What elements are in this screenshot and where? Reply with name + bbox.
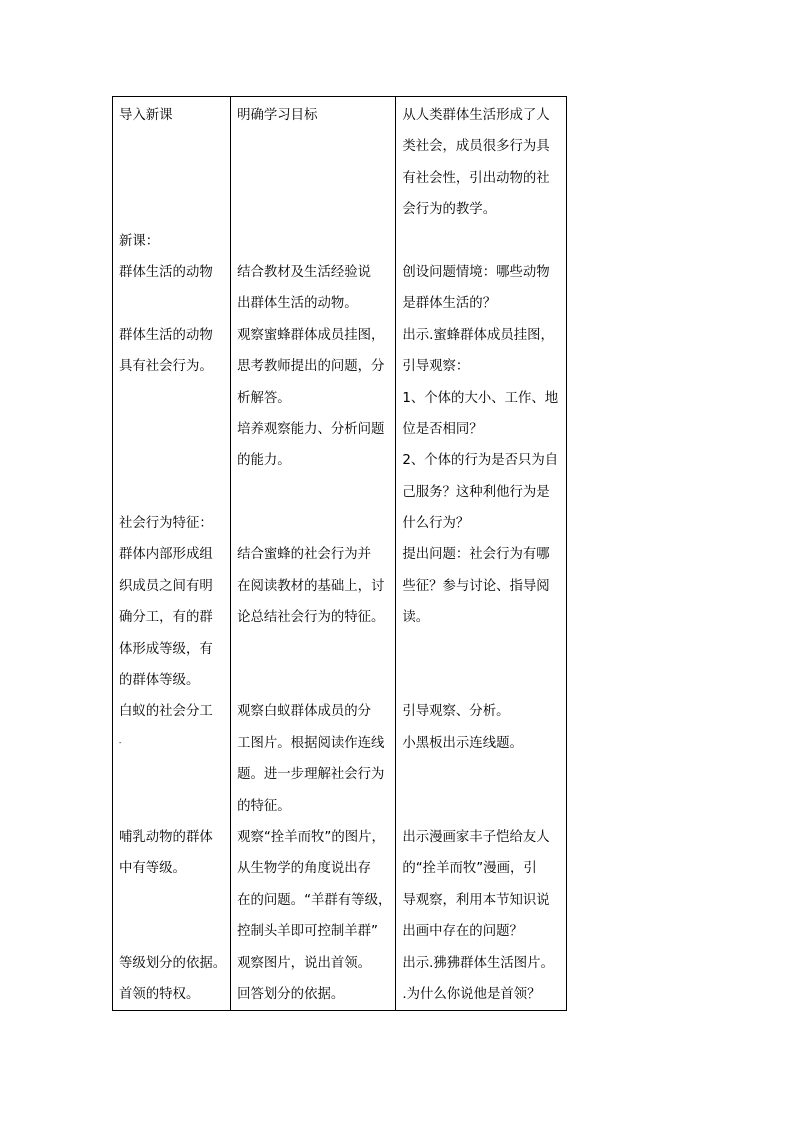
text-line xyxy=(119,131,226,162)
text-line xyxy=(119,194,226,225)
text-line: 1、个体的大小、工作、地 xyxy=(402,390,559,406)
text-line: 培养观察能力、分析问题 xyxy=(237,421,385,437)
text-line: 在阅读教材的基础上，讨 xyxy=(237,578,385,594)
text-line: 有社会性，引出动物的社 xyxy=(402,170,550,186)
content-column-cell xyxy=(113,97,231,1011)
text-line: 哺乳动物的群体 xyxy=(119,829,213,845)
text-line xyxy=(119,383,226,414)
text-line xyxy=(402,791,562,822)
text-line: 工图片。根据阅读作连线 xyxy=(237,735,385,751)
text-line: 的特征。 xyxy=(237,798,291,814)
text-line: 什么行为？ xyxy=(402,516,470,532)
text-line xyxy=(237,508,391,539)
content-column xyxy=(113,97,230,1010)
text-line: 社会行为特征： xyxy=(119,516,213,532)
text-line: 出画中存在的问题？ xyxy=(402,924,523,940)
text-line: 出示.狒狒群体生活图片。 xyxy=(402,955,554,971)
text-line: 体形成等级，有 xyxy=(119,641,213,657)
text-line xyxy=(119,916,226,947)
text-line: .为什么你说他是首领？ xyxy=(402,986,541,1002)
text-line: 出示.蜜蜂群体成员挂图， xyxy=(402,327,554,343)
text-line xyxy=(119,163,226,194)
text-line: 具有社会行为。 xyxy=(119,359,213,375)
text-line: - xyxy=(119,738,122,747)
text-line: 论总结社会行为的特征。 xyxy=(237,610,385,626)
text-line: 读。 xyxy=(402,610,430,626)
text-line: 观察蜜蜂群体成员挂图， xyxy=(237,327,385,343)
text-line: 新课： xyxy=(119,233,160,249)
text-line: 会行为的教学。 xyxy=(402,202,497,218)
text-line: 在的问题。“羊群有等级， xyxy=(237,892,392,908)
text-line: 白蚁的社会分工 xyxy=(119,704,213,720)
text-line: 导入新课 xyxy=(119,108,173,123)
text-line xyxy=(119,477,226,508)
text-line xyxy=(237,477,391,508)
text-line: 确分工，有的群 xyxy=(119,610,213,626)
text-line: 群体内部形成组 xyxy=(119,547,213,563)
text-line: 群体生活的动物 xyxy=(119,327,213,343)
text-line xyxy=(237,194,391,225)
text-line xyxy=(237,226,391,257)
teacher-activity-column xyxy=(396,97,566,1010)
text-line xyxy=(402,665,562,696)
text-line: 明确学习目标 xyxy=(237,108,318,123)
text-line xyxy=(237,665,391,696)
text-line xyxy=(237,131,391,162)
text-line: 观察图片，说出首领。 xyxy=(237,955,372,971)
text-line: 中有等级。 xyxy=(119,861,186,877)
text-line: 群体生活的动物 xyxy=(119,264,213,280)
text-line: 2、个体的行为是否只为自 xyxy=(402,453,559,469)
text-line: 回答划分的依据。 xyxy=(237,986,345,1002)
text-line: 创设问题情境：哪些动物 xyxy=(402,264,550,280)
lesson-plan-table xyxy=(112,96,567,1011)
text-line: 小黑板出示连线题。 xyxy=(402,735,523,751)
text-line: 的群体等级。 xyxy=(119,673,200,689)
text-line: 出示漫画家丰子恺给友人 xyxy=(402,829,550,845)
text-line: 观察“拴羊而牧”的图片， xyxy=(237,829,385,845)
text-line: 出群体生活的动物。 xyxy=(237,296,358,312)
text-line: 思考教师提出的问题，分 xyxy=(237,359,385,375)
text-line: 些征？参与讨论、指导阅 xyxy=(402,578,550,594)
text-line xyxy=(237,634,391,665)
text-line: 提出问题：社会行为有哪 xyxy=(402,547,550,563)
text-line xyxy=(402,634,562,665)
text-line: 等级划分的依据。 xyxy=(119,955,227,971)
text-line: 从人类群体生活形成了人 xyxy=(402,108,550,123)
student-activity-column-cell xyxy=(231,97,396,1011)
text-line: 从生物学的角度说出存 xyxy=(237,861,372,877)
text-line xyxy=(402,759,562,790)
text-line: 观察白蚁群体成员的分 xyxy=(237,704,372,720)
text-line: 结合教材及生活经验说 xyxy=(237,264,372,280)
text-line: 结合蜜蜂的社会行为并 xyxy=(237,547,372,563)
text-line: 题。进一步理解社会行为 xyxy=(237,767,385,783)
text-line xyxy=(119,791,226,822)
text-line xyxy=(237,163,391,194)
text-line: 首领的特权。 xyxy=(119,986,200,1002)
text-line: 导观察，利用本节知识说 xyxy=(402,892,550,908)
text-line xyxy=(119,414,226,445)
teacher-activity-column-cell xyxy=(396,97,567,1011)
text-line xyxy=(119,445,226,476)
text-line: 的“拴羊而牧”漫画，引 xyxy=(402,861,537,877)
text-line: 的能力。 xyxy=(237,453,291,469)
text-line: 织成员之间有明 xyxy=(119,578,213,594)
text-line: 控制头羊即可控制羊群” xyxy=(237,924,378,940)
text-line: 引导观察、分析。 xyxy=(402,704,510,720)
student-activity-column xyxy=(231,97,395,1010)
text-line: 位是否相同？ xyxy=(402,421,483,437)
text-line xyxy=(119,288,226,319)
text-line: 是群体生活的？ xyxy=(402,296,497,312)
text-line: 己服务？这种利他行为是 xyxy=(402,484,550,500)
table-row xyxy=(113,97,567,1011)
text-line: 析解答。 xyxy=(237,390,291,406)
text-line xyxy=(119,885,226,916)
text-line xyxy=(402,226,562,257)
lesson-plan-table-wrapper xyxy=(112,96,567,1011)
text-line xyxy=(119,759,226,790)
text-line: 引导观察： xyxy=(402,359,470,375)
text-line: 类社会，成员很多行为具 xyxy=(402,139,550,155)
